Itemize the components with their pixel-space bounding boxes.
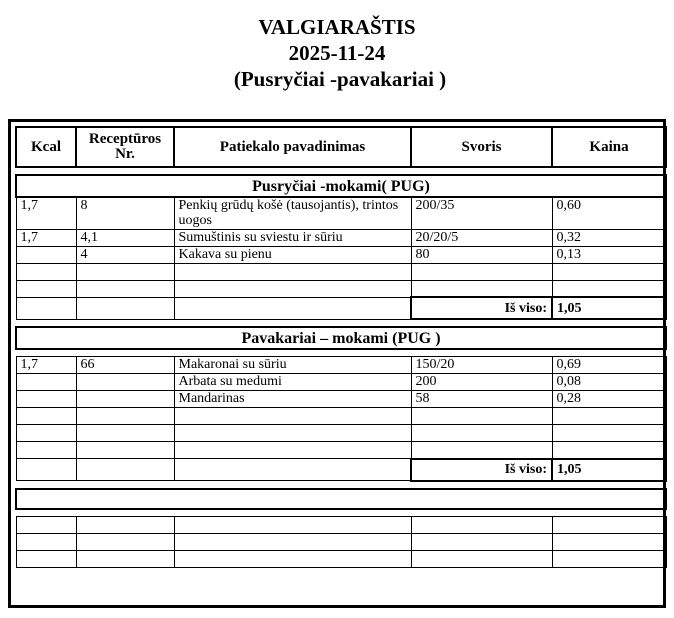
header-recipe-number: Receptūros Nr.	[76, 127, 174, 167]
cell-recipe	[76, 374, 174, 391]
table-row-empty	[16, 263, 666, 280]
total-value: 1,05	[552, 297, 666, 319]
cell-dish: Sumuštinis su sviestu ir sūriu	[174, 229, 411, 246]
section-snack-total-row	[16, 459, 666, 481]
cell-recipe: 66	[76, 357, 174, 374]
cell-weight: 200/35	[411, 197, 552, 229]
title-date: 2025-11-24	[288, 41, 386, 65]
section-empty-title	[16, 489, 666, 509]
cell-weight: 200	[411, 374, 552, 391]
menu-table-frame	[8, 119, 666, 608]
menu-title	[0, 14, 674, 92]
cell-dish: Makaronai su sūriu	[174, 357, 411, 374]
table-row	[16, 391, 666, 408]
table-row-empty	[16, 408, 666, 425]
cell-price: 0,60	[552, 197, 666, 229]
section-breakfast-title-row	[16, 175, 666, 197]
cell-kcal: 1,7	[16, 229, 76, 246]
header-weight: Svoris	[411, 127, 552, 167]
cell-price: 0,08	[552, 374, 666, 391]
cell-dish: Mandarinas	[174, 391, 411, 408]
section-breakfast-title: Pusryčiai -mokami( PUG)	[16, 175, 666, 197]
table-row-empty	[16, 280, 666, 297]
table-row-empty	[16, 425, 666, 442]
cell-kcal	[16, 246, 76, 263]
cell-dish: Kakava su pienu	[174, 246, 411, 263]
menu-table	[15, 126, 667, 568]
section-snack-title: Pavakariai – mokami (PUG )	[16, 327, 666, 349]
cell-weight: 20/20/5	[411, 229, 552, 246]
header-kcal: Kcal	[16, 127, 76, 167]
table-row-empty	[16, 516, 666, 533]
cell-price: 0,32	[552, 229, 666, 246]
cell-weight: 80	[411, 246, 552, 263]
cell-recipe: 8	[76, 197, 174, 229]
header-row	[16, 127, 666, 167]
cell-recipe: 4	[76, 246, 174, 263]
cell-kcal	[16, 374, 76, 391]
cell-dish: Penkių grūdų košė (tausojantis), trintos uogos	[174, 197, 411, 229]
cell-weight: 58	[411, 391, 552, 408]
table-row-empty	[16, 442, 666, 459]
table-row	[16, 197, 666, 229]
total-label: Iš viso:	[411, 297, 552, 319]
cell-kcal: 1,7	[16, 197, 76, 229]
cell-recipe	[76, 391, 174, 408]
table-row-empty	[16, 533, 666, 550]
table-row-empty	[16, 550, 666, 567]
header-dish-name: Patiekalo pavadinimas	[174, 127, 411, 167]
table-row	[16, 229, 666, 246]
section-snack-title-row	[16, 327, 666, 349]
cell-price: 0,28	[552, 391, 666, 408]
cell-weight: 150/20	[411, 357, 552, 374]
total-value: 1,05	[552, 459, 666, 481]
table-row	[16, 246, 666, 263]
cell-recipe: 4,1	[76, 229, 174, 246]
total-label: Iš viso:	[411, 459, 552, 481]
table-row	[16, 374, 666, 391]
title-meal-type: (Pusryčiai -pavakariai )	[233, 67, 447, 91]
section-empty-title-row	[16, 489, 666, 509]
cell-dish: Arbata su medumi	[174, 374, 411, 391]
cell-kcal: 1,7	[16, 357, 76, 374]
cell-price: 0,69	[552, 357, 666, 374]
cell-kcal	[16, 391, 76, 408]
section-breakfast-total-row	[16, 297, 666, 319]
title-heading: VALGIARAŠTIS	[258, 15, 416, 39]
table-row	[16, 357, 666, 374]
header-price: Kaina	[552, 127, 666, 167]
cell-price: 0,13	[552, 246, 666, 263]
